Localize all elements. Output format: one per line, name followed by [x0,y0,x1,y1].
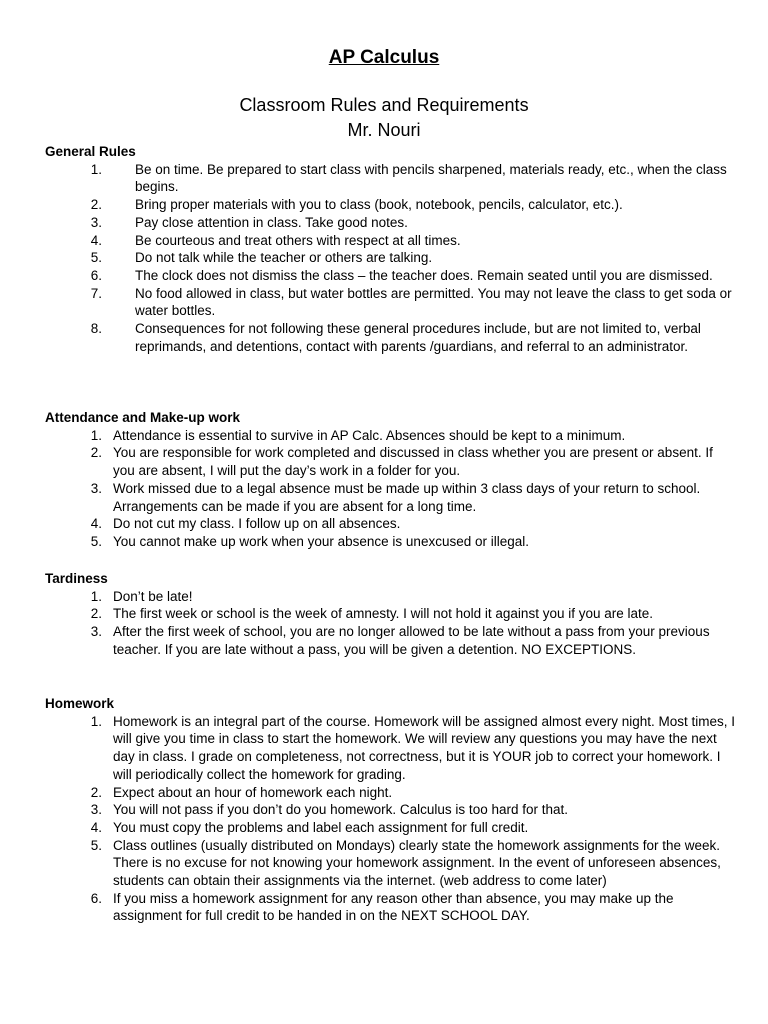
item-number: 2. [90,784,102,800]
item-text: Be courteous and treat others with respect at all times. [135,232,461,248]
rules-list [45,161,735,356]
item-text: Do not cut my class. I follow up on all absences. [113,516,401,532]
item-text: You will not pass if you don’t do you homework. Calculus is too hard for that. [113,802,568,818]
item-text: Bring proper materials with you to class (book, notebook, pencils, calculator, etc.). [135,197,623,213]
item-text: Expect about an hour of homework each night. [113,784,393,800]
item-number: 7. [90,285,102,301]
item-text: You must copy the problems and label each assignment for full credit. [113,819,529,835]
section-attendance [45,409,735,551]
list-item [45,444,735,479]
section-general-rules [45,143,735,355]
rules-list [45,427,735,551]
list-item [45,623,735,658]
list-item [45,427,735,445]
list-item [45,605,735,623]
list-item [45,232,735,250]
item-number: 5. [90,533,102,549]
item-text: Attendance is essential to survive in AP Calc. Absences should be kept to a minimum. [113,427,626,443]
item-text: Pay close attention in class. Take good notes. [135,214,408,230]
item-text: Class outlines (usually distributed on Mondays) clearly state the homework assignments for the week. There is no excuse for not knowing your homework assignment. In the event of unforeseen absences, students can obtain their assignments via the internet. (web address to come later) [113,837,721,889]
section-heading: Tardiness [45,571,108,586]
item-number: 1. [90,713,102,729]
item-text: Don’t be late! [113,588,193,604]
item-text: The clock does not dismiss the class – the teacher does. Remain seated until you are dismissed. [135,267,713,283]
item-number: 2. [90,606,102,622]
item-number: 3. [90,480,102,496]
item-text: You are responsible for work completed and discussed in class whether you are present or absent. If you are absent, I will put the day’s work in a folder for you. [113,445,713,479]
list-item [45,196,735,214]
item-text: Work missed due to a legal absence must be made up within 3 class days of your return to school. Arrangements can be made if you are absent for a long time. [113,480,701,514]
list-item [45,515,735,533]
item-number: 4. [90,516,102,532]
list-item [45,161,735,196]
list-item [45,713,735,784]
list-item [45,588,735,606]
item-number: 1. [90,427,102,443]
section-heading: Homework [45,696,115,711]
item-text: The first week or school is the week of amnesty. I will not hold it against you if you are late. [113,606,654,622]
item-text: Be on time. Be prepared to start class with pencils sharpened, materials ready, etc., when the class begins. [135,161,727,195]
item-number: 5. [90,837,102,853]
rules-list [45,713,735,925]
item-text: Homework is an integral part of the course. Homework will be assigned almost every night. Most times, I will give you time in class to start the homework. We will review any questions you may have the next day in class. I grade on completeness, not correctness, but it is YOUR job to correct your homework. I will periodically collect the homework for grading. [113,713,736,782]
list-item [45,214,735,232]
list-item [45,801,735,819]
section-homework [45,695,735,925]
list-item [45,480,735,515]
list-item [45,819,735,837]
item-number: 4. [90,232,102,248]
teacher-name: Mr. Nouri [347,120,421,140]
item-number: 1. [90,588,102,604]
item-number: 3. [90,802,102,818]
item-text: After the first week of school, you are no longer allowed to be late without a pass from your previous teacher. If you are late without a pass, you will be given a detention. NO EXCEPTIONS. [113,624,710,657]
list-item [45,267,735,285]
section-heading: General Rules [45,144,136,159]
page-title: AP Calculus [328,47,440,68]
item-number: 2. [90,197,102,213]
rules-list [45,588,735,659]
list-item [45,249,735,267]
item-number: 5. [90,250,102,266]
list-item [45,285,735,320]
list-item [45,837,735,890]
item-number: 1. [90,161,102,177]
item-number: 3. [90,624,102,640]
list-item [45,784,735,802]
section-tardiness [45,570,735,659]
item-number: 6. [90,267,102,283]
item-number: 3. [90,214,102,230]
item-text: You cannot make up work when your absence is unexcused or illegal. [113,533,530,549]
item-text: No food allowed in class, but water bottles are permitted. You may not leave the class to get soda or water bottles. [135,285,732,319]
item-number: 2. [90,445,102,461]
list-item [45,533,735,551]
item-text: Do not talk while the teacher or others are talking. [135,250,433,266]
item-number: 4. [90,819,102,835]
section-heading: Attendance and Make-up work [45,410,241,425]
item-text: If you miss a homework assignment for any reason other than absence, you may make up the assignment for full credit to be handed in on the NEXT SCHOOL DAY. [113,890,674,924]
page-subtitle: Classroom Rules and Requirements [239,95,529,115]
item-number: 6. [90,890,102,906]
list-item [45,320,735,355]
list-item [45,890,735,925]
item-number: 8. [90,321,102,337]
item-text: Consequences for not following these general procedures include, but are not limited to, verbal reprimands, and detentions, contact with parents /guardians, and referral to an administrator. [135,321,701,354]
